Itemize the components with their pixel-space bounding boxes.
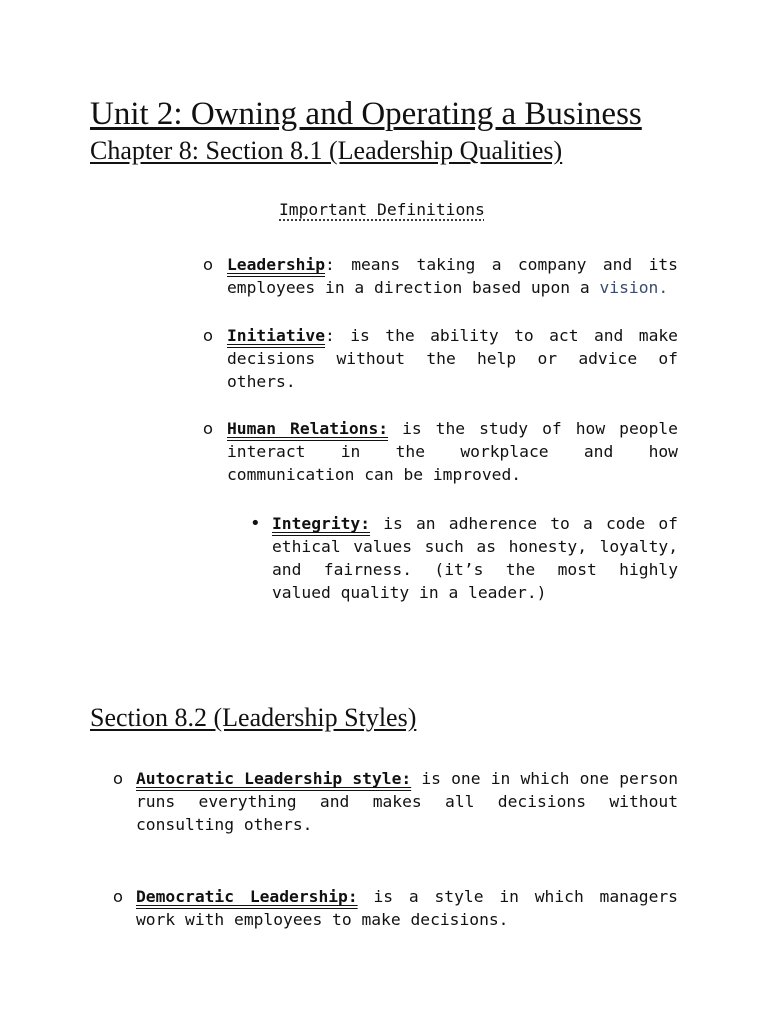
section-title: Section 8.2 (Leadership Styles): [90, 703, 417, 732]
list-bullet: o: [203, 419, 213, 438]
definition-body: is the ability to act and make decisions without the help or advice of others.: [227, 326, 678, 391]
definition-term: Initiative: [227, 326, 326, 345]
list-bullet: o: [113, 887, 123, 906]
definition-term: Democratic Leadership:: [136, 887, 358, 906]
definition-body: is an adherence to a code of ethical values such as honesty, loyalty, and fairness. (it’s the most highly valued quality in a leader.): [272, 514, 678, 602]
definition-term: Human Relations:: [227, 419, 389, 438]
term-separator: [370, 514, 383, 533]
unit-title: Unit 2: Owning and Operating a Business: [90, 96, 642, 132]
chapter-title: Chapter 8: Section 8.1 (Leadership Qualities): [90, 136, 563, 165]
definitions-heading: Important Definitions: [279, 200, 485, 219]
definition-text: [227, 324, 678, 393]
highlighted-word: vision: [599, 278, 659, 297]
term-separator: :: [325, 326, 351, 345]
definition-body: is one in which one person runs everything and makes all decisions without consulting others.: [136, 769, 679, 834]
list-bullet: •: [250, 513, 261, 534]
definition-body: is a style in which managers work with employees to make decisions.: [136, 887, 678, 929]
definition-end: .: [658, 278, 669, 297]
list-bullet: o: [203, 326, 213, 345]
definition-term: Autocratic Leadership style:: [136, 769, 412, 788]
definition-body: is the study of how people interact in the workplace and how communication can be improved.: [227, 419, 678, 484]
term-separator: [411, 769, 421, 788]
definition-term: Leadership: [227, 255, 326, 274]
definition-text: [272, 512, 678, 604]
definition-text: [136, 767, 678, 836]
definition-text: [136, 885, 678, 931]
list-bullet: o: [203, 255, 213, 274]
definition-text: [227, 253, 678, 299]
term-separator: [388, 419, 402, 438]
term-separator: [358, 887, 374, 906]
term-separator: :: [325, 255, 352, 274]
definition-term: Integrity:: [272, 514, 371, 533]
definition-text: [227, 417, 678, 486]
definition-body: means taking a company and its employees in a direction based upon a: [227, 255, 678, 297]
list-bullet: o: [113, 769, 123, 788]
